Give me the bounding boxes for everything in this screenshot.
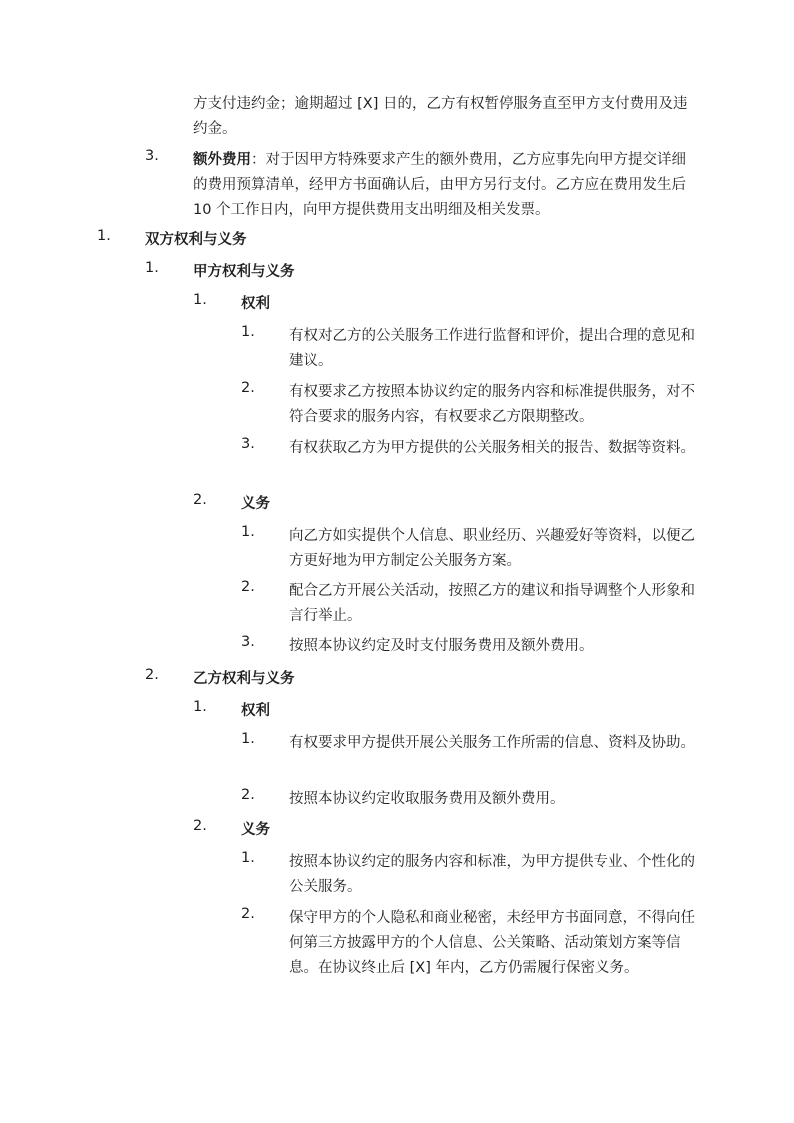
list-item-text: 有权要求乙方按照本协议约定的服务内容和标准提供服务，对不符合要求的服务内容，有权要求乙方限期整改。 bbox=[289, 384, 695, 425]
party-b-duties-heading bbox=[193, 818, 700, 843]
list-item bbox=[241, 906, 700, 981]
list-number: 3. bbox=[241, 634, 255, 650]
extra-fee-clause bbox=[145, 148, 700, 223]
party-b-rights-heading bbox=[193, 699, 700, 724]
list-item-text: 按照本协议约定及时支付服务费用及额外费用。 bbox=[289, 638, 594, 654]
list-number: 1. bbox=[241, 731, 255, 747]
list-number: 2. bbox=[193, 492, 207, 508]
list-number: 2. bbox=[193, 818, 207, 834]
list-number: 1. bbox=[145, 260, 159, 276]
list-number: 1. bbox=[97, 228, 111, 244]
party-a-heading bbox=[145, 260, 700, 285]
party-b-title: 乙方权利与义务 bbox=[193, 671, 295, 687]
list-item bbox=[241, 436, 700, 461]
party-b-heading bbox=[145, 667, 700, 692]
list-item-text: 有权获取乙方为甲方提供的公关服务相关的报告、数据等资料。 bbox=[289, 440, 695, 456]
list-number: 2. bbox=[241, 380, 255, 396]
rights-title: 权利 bbox=[241, 703, 270, 719]
list-item-text: 按照本协议约定收取服务费用及额外费用。 bbox=[289, 791, 565, 807]
list-item-text: 配合乙方开展公关活动，按照乙方的建议和指导调整个人形象和言行举止。 bbox=[289, 583, 695, 624]
list-number: 1. bbox=[193, 699, 207, 715]
rights-title: 权利 bbox=[241, 296, 270, 312]
list-item-text: 保守甲方的个人隐私和商业秘密，未经甲方书面同意，不得向任何第三方披露甲方的个人信息、公关策略、活动策划方案等信息。在协议终止后 [X] 年内，乙方仍需履行保密义务。 bbox=[289, 910, 695, 976]
list-item bbox=[241, 380, 700, 430]
list-number: 1. bbox=[193, 292, 207, 308]
list-number: 2. bbox=[241, 579, 255, 595]
duties-title: 义务 bbox=[241, 496, 270, 512]
list-item bbox=[241, 850, 700, 900]
penalty-paragraph-continuation bbox=[193, 92, 700, 142]
list-item bbox=[241, 634, 700, 659]
list-number: 1. bbox=[241, 324, 255, 340]
party-a-title: 甲方权利与义务 bbox=[193, 264, 295, 280]
paragraph-text: 方支付违约金；逾期超过 [X] 日的，乙方有权暂停服务直至甲方支付费用及违约金。 bbox=[193, 96, 688, 137]
party-a-rights-heading bbox=[193, 292, 700, 317]
list-item-text: 向乙方如实提供个人信息、职业经历、兴趣爱好等资料，以便乙方更好地为甲方制定公关服务方案。 bbox=[289, 528, 695, 569]
list-item bbox=[241, 787, 700, 812]
section-heading bbox=[97, 228, 700, 253]
list-item bbox=[241, 524, 700, 574]
list-item-text: 有权对乙方的公关服务工作进行监督和评价，提出合理的意见和建议。 bbox=[289, 328, 695, 369]
section-title: 双方权利与义务 bbox=[145, 232, 247, 248]
list-number: 1. bbox=[241, 850, 255, 866]
list-item bbox=[241, 579, 700, 629]
list-number: 2. bbox=[145, 667, 159, 683]
list-number: 2. bbox=[241, 787, 255, 803]
list-item bbox=[241, 731, 700, 756]
list-number: 3. bbox=[145, 148, 159, 164]
list-item-text: 按照本协议约定的服务内容和标准，为甲方提供专业、个性化的公关服务。 bbox=[289, 854, 695, 895]
list-item bbox=[241, 324, 700, 374]
list-item-text: 有权要求甲方提供开展公关服务工作所需的信息、资料及协助。 bbox=[289, 735, 695, 751]
list-number: 2. bbox=[241, 906, 255, 922]
extra-fee-label: 额外费用 bbox=[193, 152, 251, 168]
list-number: 1. bbox=[241, 524, 255, 540]
party-a-duties-heading bbox=[193, 492, 700, 517]
list-number: 3. bbox=[241, 436, 255, 452]
duties-title: 义务 bbox=[241, 822, 270, 838]
extra-fee-text: ：对于因甲方特殊要求产生的额外费用，乙方应事先向甲方提交详细的费用预算清单，经甲方书面确认后，由甲方另行支付。乙方应在费用发生后 10 个工作日内，向甲方提供费用支出明细及相关发票。 bbox=[193, 152, 686, 218]
